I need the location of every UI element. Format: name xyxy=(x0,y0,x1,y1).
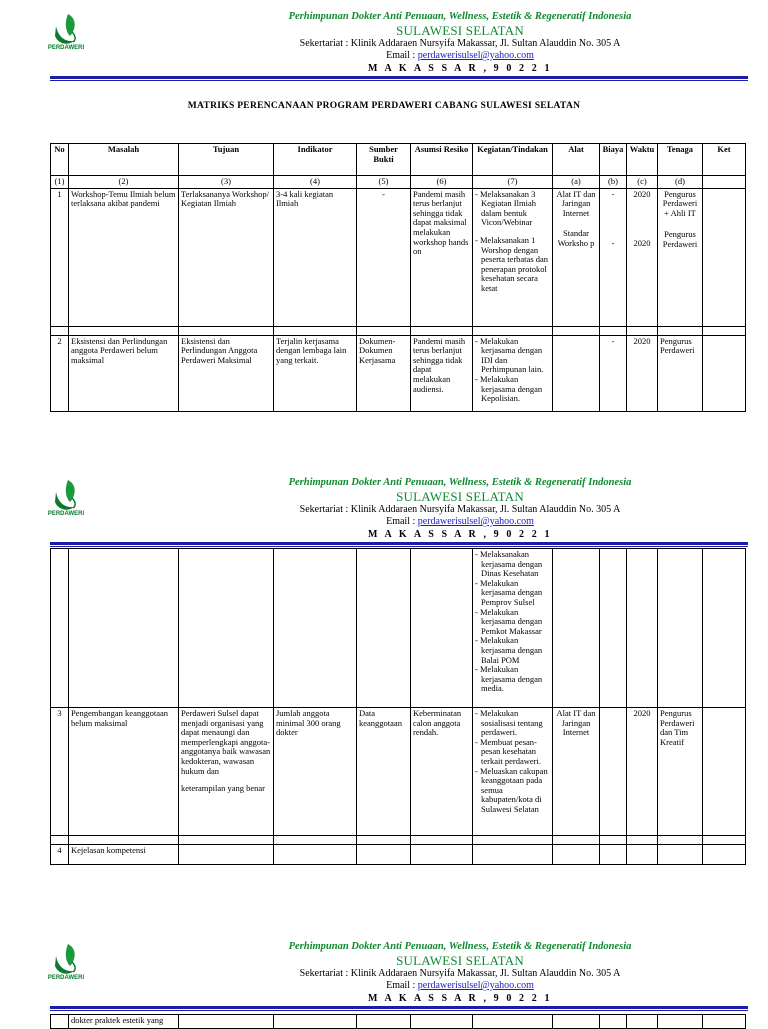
indikator-cell: 3-4 kali kegiatan Ilmiah xyxy=(274,188,357,326)
email-label: Email : xyxy=(386,516,416,527)
biaya-cell xyxy=(600,708,627,836)
indikator-cell: Terjalin kerjasama dengan lembaga lain yang terkait. xyxy=(274,335,357,411)
address: Sekertariat : Klinik Addaraen Nursyifa Makassar, Jl. Sultan Alauddin No. 305 A xyxy=(299,968,621,979)
ket-cell xyxy=(703,708,746,836)
city: M A K A S S A R , 9 0 2 2 1 xyxy=(367,529,553,540)
row-no: 2 xyxy=(51,335,69,411)
asumsi-cell: Keberminatan calon anggota rendah. xyxy=(411,708,473,836)
header-rule xyxy=(50,542,748,545)
tenaga-item: Pengurus Perdaweri + Ahli IT xyxy=(662,188,698,218)
alat-cell: Alat IT dan Jaringan Internet xyxy=(553,708,600,836)
email-link[interactable]: perdawerisulsel@yahoo.com xyxy=(417,980,534,991)
col-indikator: Indikator xyxy=(274,144,357,176)
header-rule-thin xyxy=(50,1010,748,1011)
tenaga-cell: Pengurus Perdaweri dan Tim Kreatif xyxy=(658,708,703,836)
kegiatan-cell xyxy=(473,188,553,326)
ket-cell xyxy=(703,335,746,411)
org-name: Perhimpunan Dokter Anti Penuaan, Wellness, Estetik & Regeneratif Indonesia xyxy=(288,11,632,22)
email-label: Email : xyxy=(386,980,416,991)
col-alat: Alat xyxy=(553,144,600,176)
table-row-2 xyxy=(51,335,746,411)
sumber-cell: Dokumen-Dokumen Kerjasama xyxy=(357,335,411,411)
col-kegiatan: Kegiatan/Tindakan xyxy=(473,144,553,176)
city: M A K A S S A R , 9 0 2 2 1 xyxy=(367,63,553,74)
sumber-cell: - xyxy=(357,188,411,326)
header-rule xyxy=(50,76,748,79)
code-cell: (3) xyxy=(179,176,274,189)
kegiatan-cell xyxy=(473,335,553,411)
tujuan-text: keterampilan yang benar xyxy=(181,783,266,794)
waktu-cell: 2020 xyxy=(627,708,658,836)
kegiatan-item: - Melaksanakan kerjasama dengan Dinas Kesehatan xyxy=(475,550,550,579)
code-row xyxy=(51,176,746,189)
email-line xyxy=(160,516,760,527)
kegiatan-item: - Melakukan kerjasama dengan Kepolisian. xyxy=(475,375,550,404)
city: M A K A S S A R , 9 0 2 2 1 xyxy=(367,993,553,1004)
kegiatan-item: - Melakukan kerjasama dengan Pemprov Sulsel xyxy=(475,579,550,608)
planning-matrix-table-p1 xyxy=(50,143,746,412)
logo-text: PERDAWERI xyxy=(47,511,85,517)
table-row-3 xyxy=(51,708,746,836)
code-cell: (2) xyxy=(69,176,179,189)
planning-matrix-table-p3 xyxy=(50,1014,746,1029)
email-line xyxy=(160,980,760,991)
code-cell: (b) xyxy=(600,176,627,189)
document-title: MATRIKS PERENCANAAN PROGRAM PERDAWERI CABANG SULAWESI SELATAN xyxy=(187,101,581,111)
waktu-item: 2020 xyxy=(633,188,651,199)
row-no: 3 xyxy=(51,708,69,836)
code-cell: (7) xyxy=(473,176,553,189)
code-cell: (4) xyxy=(274,176,357,189)
leaf-logo-icon xyxy=(46,478,86,512)
address: Sekertariat : Klinik Addaraen Nursyifa Makassar, Jl. Sultan Alauddin No. 305 A xyxy=(299,504,621,515)
email-line xyxy=(160,50,760,61)
tenaga-cell: Pengurus Perdaweri xyxy=(658,335,703,411)
kegiatan-item: - Membuat pesan-pesan kesehatan terkait perdaweri. xyxy=(475,738,550,767)
row-no: 1 xyxy=(51,188,69,326)
masalah-cell: Kejelasan kompetensi xyxy=(69,845,179,865)
waktu-item: 2020 xyxy=(633,238,651,249)
col-ket: Ket xyxy=(703,144,746,176)
org-name: Perhimpunan Dokter Anti Penuaan, Wellness, Estetik & Regeneratif Indonesia xyxy=(288,477,632,488)
region-name: SULAWESI SELATAN xyxy=(396,23,524,38)
code-cell xyxy=(703,176,746,189)
address: Sekertariat : Klinik Addaraen Nursyifa Makassar, Jl. Sultan Alauddin No. 305 A xyxy=(299,38,621,49)
code-cell: (6) xyxy=(411,176,473,189)
biaya-item: - xyxy=(611,238,615,249)
kegiatan-item: - Melakukan sosialisasi tentang perdaweri. xyxy=(475,709,550,738)
code-cell: (a) xyxy=(553,176,600,189)
col-tujuan: Tujuan xyxy=(179,144,274,176)
leaf-logo-icon xyxy=(46,12,86,46)
code-cell: (1) xyxy=(51,176,69,189)
biaya-cell: - xyxy=(600,335,627,411)
asumsi-cell: Pandemi masih terus berlanjut sehingga tidak dapat melakukan audiensi. xyxy=(411,335,473,411)
biaya-item: - xyxy=(611,188,615,199)
logo-text: PERDAWERI xyxy=(47,975,85,981)
perdaweri-logo xyxy=(46,12,86,62)
perdaweri-logo xyxy=(46,942,86,992)
col-sumber: Sumber Bukti xyxy=(357,144,411,176)
logo-text: PERDAWERI xyxy=(47,45,85,51)
col-no: No xyxy=(51,144,69,176)
indikator-cell: Jumlah anggota minimal 300 orang dokter xyxy=(274,708,357,836)
email-link[interactable]: perdawerisulsel@yahoo.com xyxy=(417,516,534,527)
email-link[interactable]: perdawerisulsel@yahoo.com xyxy=(417,50,534,61)
code-cell: (5) xyxy=(357,176,411,189)
code-cell: (d) xyxy=(658,176,703,189)
col-biaya: Biaya xyxy=(600,144,627,176)
sumber-cell: Data keanggotaan xyxy=(357,708,411,836)
leaf-logo-icon xyxy=(46,942,86,976)
col-waktu: Waktu xyxy=(627,144,658,176)
masalah-cell: dokter praktek estetik yang xyxy=(69,1015,179,1029)
kegiatan-item: - Melakukan kerjasama dengan Pemkot Makassar xyxy=(475,608,550,637)
perdaweri-logo xyxy=(46,478,86,528)
email-label: Email : xyxy=(386,50,416,61)
letterhead-page-1 xyxy=(0,12,768,82)
kegiatan-item: - Melakukan kerjasama dengan media. xyxy=(475,665,550,694)
kegiatan-item: - Melakukan kerjasama dengan Balai POM xyxy=(475,636,550,665)
tujuan-cell xyxy=(179,708,274,836)
region-name: SULAWESI SELATAN xyxy=(396,489,524,504)
masalah-cell: Workshop-Temu Ilmiah belum terlaksana akibat pandemi xyxy=(69,188,179,326)
tenaga-cell xyxy=(658,188,703,326)
row-no: 4 xyxy=(51,845,69,865)
biaya-cell xyxy=(600,188,627,326)
table-row-1 xyxy=(51,188,746,326)
kegiatan-cell xyxy=(473,708,553,836)
table-spacer-row xyxy=(51,836,746,845)
table-row-4 xyxy=(51,845,746,865)
code-cell: (c) xyxy=(627,176,658,189)
kegiatan-item: - Melakukan kerjasama dengan IDI dan Perhimpunan lain. xyxy=(475,337,550,375)
org-name: Perhimpunan Dokter Anti Penuaan, Wellness, Estetik & Regeneratif Indonesia xyxy=(288,941,632,952)
alat-cell xyxy=(553,188,600,326)
alat-cell xyxy=(553,335,600,411)
letterhead-page-3 xyxy=(0,942,768,1012)
tenaga-item: Pengurus Perdaweri xyxy=(662,229,698,249)
header-rule-thin xyxy=(50,80,748,81)
header-row xyxy=(51,144,746,176)
waktu-cell xyxy=(627,188,658,326)
kegiatan-cell xyxy=(473,549,553,708)
col-asumsi: Asumsi Resiko xyxy=(411,144,473,176)
alat-item: Alat IT dan Jaringan Internet xyxy=(556,188,596,218)
col-masalah: Masalah xyxy=(69,144,179,176)
kegiatan-item: - Melaksanakan 1 Worshop dengan peserta terbatas dan penerapan protokol kesehatan secara ketat xyxy=(475,236,550,294)
tujuan-text: Perdaweri Sulsel dapat menjadi organisasi yang dapat menaungi dan memperlengkapi anggota-anggotanya baik wawasan kedokteran, wawasan hukum dan xyxy=(181,708,271,776)
kegiatan-item: - Meluaskan cakupan keanggotaan pada semua kabupaten/kota di Sulawesi Selatan xyxy=(475,767,550,815)
tujuan-cell: Terlaksananya Workshop/ Kegiatan Ilmiah xyxy=(179,188,274,326)
table-row-2-continued xyxy=(51,549,746,708)
region-name: SULAWESI SELATAN xyxy=(396,953,524,968)
alat-item: Standar Worksho p xyxy=(557,228,595,248)
header-rule xyxy=(50,1006,748,1009)
letterhead-page-2 xyxy=(0,478,768,548)
asumsi-cell: Pandemi masih terus berlanjut sehingga tidak dapat maksimal melakukan workshop hands on xyxy=(411,188,473,326)
planning-matrix-table-p2 xyxy=(50,548,746,865)
waktu-cell: 2020 xyxy=(627,335,658,411)
tujuan-cell: Eksistensi dan Perlindungan Anggota Perdaweri Maksimal xyxy=(179,335,274,411)
masalah-cell: Eksistensi dan Perlindungan anggota Perdaweri belum maksimal xyxy=(69,335,179,411)
table-row-4-continued xyxy=(51,1015,746,1029)
col-tenaga: Tenaga xyxy=(658,144,703,176)
kegiatan-item: - Melaksanakan 3 Kegiatan Ilmiah dalam bentuk Vicon/Webinar xyxy=(475,190,550,228)
table-spacer-row xyxy=(51,326,746,335)
header-rule-thin xyxy=(50,546,748,547)
masalah-cell: Pengembangan keanggotaan belum maksimal xyxy=(69,708,179,836)
ket-cell xyxy=(703,188,746,326)
